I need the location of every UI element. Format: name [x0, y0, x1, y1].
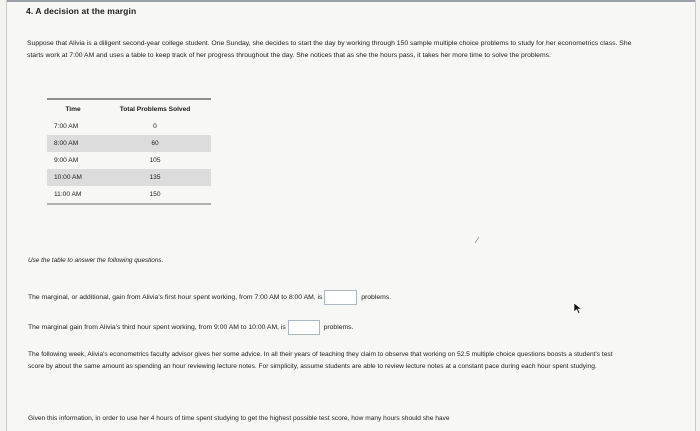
question-heading: 4. A decision at the margin	[26, 6, 137, 16]
cell-total: 150	[149, 191, 161, 198]
table-row	[47, 118, 211, 135]
column-header-time: Time	[65, 105, 81, 113]
table-row	[47, 186, 211, 203]
mouse-pointer-icon	[573, 302, 583, 314]
table-bottom-rule	[47, 203, 211, 205]
cell-total: 60	[99, 135, 211, 152]
question-2-text: The marginal gain from Alivia's third hour spent working, from 9:00 AM to 10:00 AM, is	[28, 324, 286, 331]
top-divider	[7, 0, 695, 2]
question-1-unit: problems.	[361, 294, 392, 301]
cell-time: 11:00 AM	[54, 191, 82, 198]
column-header-total: Total Problems Solved	[119, 105, 191, 113]
cell-total: 0	[153, 123, 157, 130]
cell-total: 135	[99, 169, 211, 186]
small-mark-icon	[473, 236, 481, 244]
cell-time: 7:00 AM	[54, 123, 79, 130]
cell-total: 105	[149, 157, 161, 164]
answer-2-input[interactable]	[288, 320, 320, 335]
intro-paragraph: Suppose that Alivia is a diligent second-year college student. One Sunday, she decides to start the day by working through 150 sample multiple choice problems to study for her econometrics class. She starts work at 7:00 AM and uses a table to keep track of her progress throughout the day. She notices that as she the hours pass, it takes her more time to solve the problems.	[27, 40, 632, 59]
question-2-unit: problems.	[323, 324, 354, 331]
advice-paragraph: The following week, Alivia's econometrics faculty advisor gives her some advice. In all their years of teaching they claim to observe that working on 52.5 multiple choice questions boosts a student's test score by about the same amount as spending an hour reviewing lecture notes. For simplicity, assume students are able to review lecture notes at a constant pace during each hour spent studying.	[28, 351, 613, 370]
instructions-note: Use the table to answer the following questions.	[28, 257, 164, 264]
question-1-text: The marginal, or additional, gain from Alivia's first hour spent working, from 7:00 AM to 8:00 AM, is	[28, 294, 323, 301]
question-page	[6, 0, 696, 431]
answer-1-input[interactable]	[324, 290, 357, 305]
table-row	[47, 169, 211, 186]
table-row	[47, 135, 211, 152]
question-1	[28, 290, 391, 305]
table-row	[47, 152, 211, 169]
progress-table	[47, 98, 211, 205]
question-2	[28, 320, 353, 335]
final-question-text: Given this information, in order to use her 4 hours of time spent studying to get the highest possible test score, how many hours should she have	[28, 415, 450, 422]
cell-time: 8:00 AM	[47, 135, 99, 152]
cell-time: 10:00 AM	[47, 169, 99, 186]
cell-time: 9:00 AM	[54, 157, 79, 164]
